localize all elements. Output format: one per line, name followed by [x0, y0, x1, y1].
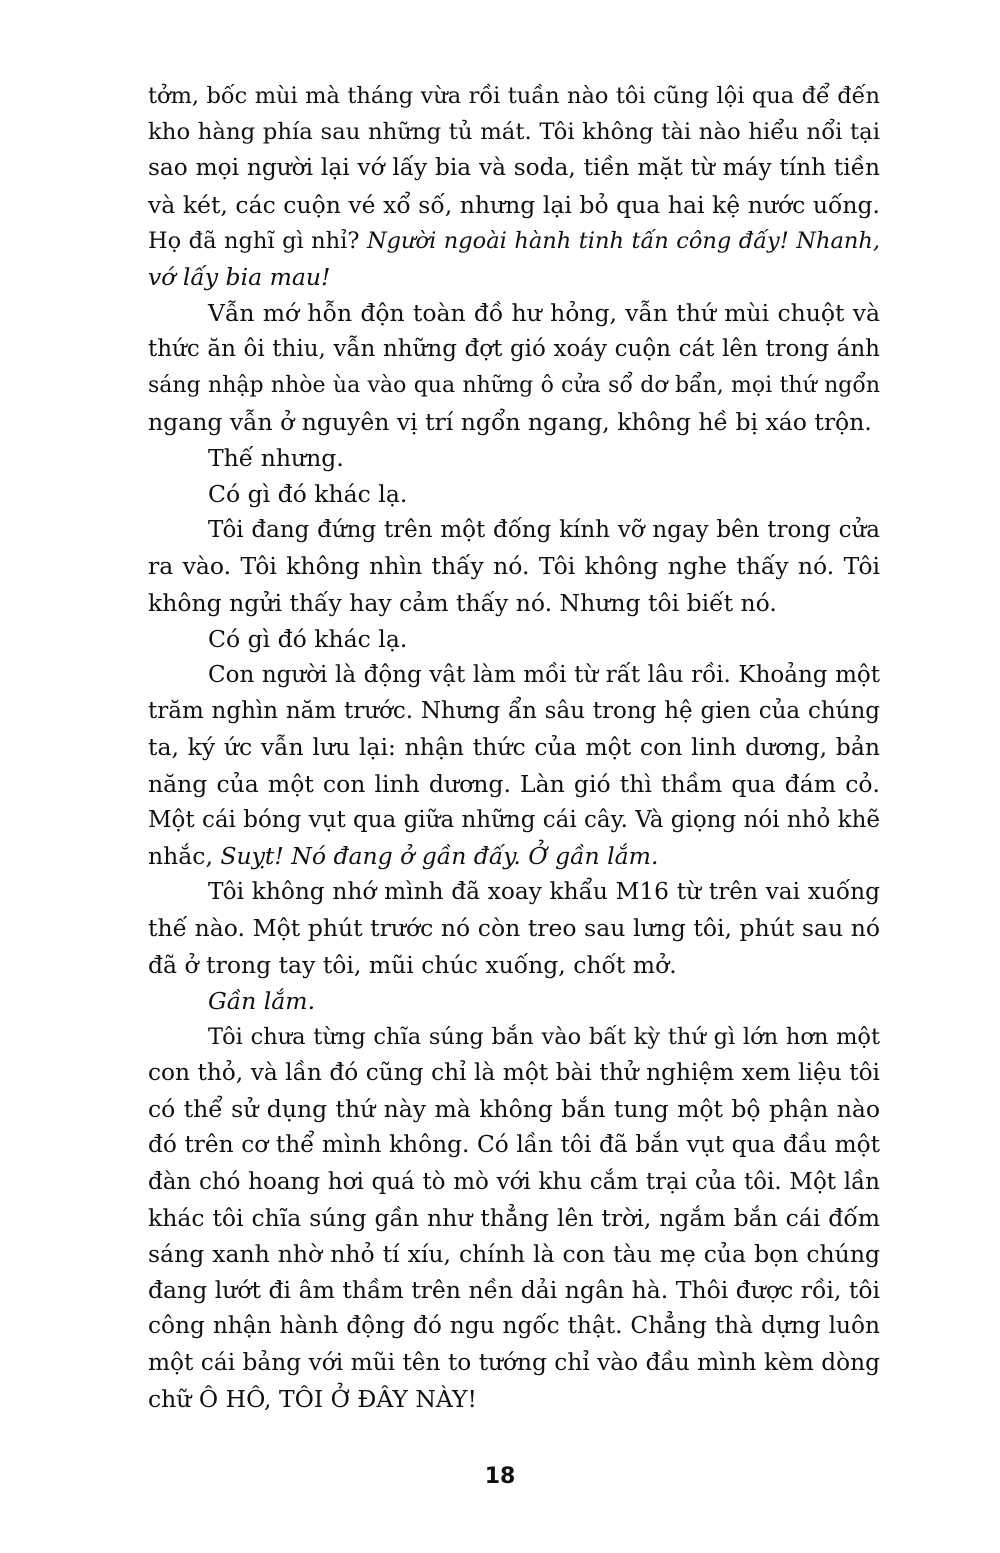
text-line	[148, 802, 880, 838]
text-line	[148, 295, 880, 331]
body-text: ngang vẫn ở nguyên vị trí ngổn ngang, không hề bị xáo trộn.	[148, 407, 872, 436]
body-text: ta, ký ức vẫn lưu lại: nhận thức của một con linh dương, bản	[148, 733, 880, 762]
text-line	[148, 1272, 880, 1308]
text-line	[148, 114, 880, 150]
italic-text: vớ lấy bia mau!	[148, 262, 331, 291]
text-line	[148, 657, 880, 693]
page-number: 18	[484, 1464, 516, 1489]
body-text: Họ đã nghĩ gì nhỉ?	[148, 227, 367, 254]
body-text: Tôi đang đứng trên một đống kính vỡ ngay bên trong cửa	[208, 517, 880, 544]
text-line	[148, 78, 880, 114]
body-text: Con người là động vật làm mồi từ rất lâu rồi. Khoảng một	[208, 662, 880, 688]
text-line	[148, 476, 880, 512]
body-text: tởm, bốc mùi mà tháng vừa rồi tuần nào tôi cũng lội qua để đến	[148, 83, 880, 109]
text-line	[148, 621, 880, 657]
text-line	[148, 1236, 880, 1272]
text-line	[148, 331, 880, 367]
body-text: có thể sử dụng thứ này mà không bắn tung một bộ phận nào	[148, 1095, 880, 1124]
text-line	[148, 1091, 880, 1127]
body-text: ra vào. Tôi không nhìn thấy nó. Tôi không nghe thấy nó. Tôi	[148, 552, 880, 581]
text-line	[148, 910, 880, 946]
body-text: thức ăn ôi thiu, vẫn những đợt gió xoáy cuộn cát lên trong ánh	[148, 336, 880, 363]
body-text: Một cái bóng vụt qua giữa những cái cây. Và giọng nói nhỏ khẽ	[148, 806, 880, 833]
page-body	[148, 78, 880, 1417]
text-line	[148, 150, 880, 186]
italic-text: Gần lắm.	[208, 986, 316, 1015]
text-line	[148, 1381, 880, 1417]
text-line	[148, 838, 880, 874]
text-line	[148, 1200, 880, 1236]
body-text: công nhận hành động đó ngu ngốc thật. Chẳng thà dựng luôn	[148, 1312, 880, 1340]
text-line	[148, 404, 880, 440]
italic-text: Suỵt! Nó đang ở gần đấy. Ở gần lắm.	[220, 841, 659, 870]
text-line	[148, 223, 880, 259]
body-text: Có gì đó khác lạ.	[208, 624, 408, 653]
text-line	[148, 512, 880, 548]
body-text: một cái bảng với mũi tên to tướng chỉ vào đầu mình kèm dòng	[148, 1348, 880, 1376]
body-text: Thế nhưng.	[208, 443, 344, 472]
text-line	[148, 440, 880, 476]
body-text: sáng nhập nhòe ùa vào qua những ô cửa sổ dơ bẩn, mọi thứ ngổn	[148, 372, 880, 398]
body-text: không ngửi thấy hay cảm thấy nó. Nhưng tôi biết nó.	[148, 588, 777, 617]
text-line	[148, 1055, 880, 1091]
text-line	[148, 1345, 880, 1381]
body-text: trăm nghìn năm trước. Nhưng ẩn sâu trong hệ gien của chúng	[148, 698, 880, 725]
body-text: năng của một con linh dương. Làn gió thì thầm qua đám cỏ.	[148, 769, 880, 798]
italic-text: Người ngoài hành tinh tấn công đấy! Nhanh,	[366, 227, 880, 254]
body-text: đó trên cơ thể mình không. Có lần tôi đã bắn vụt qua đầu một	[148, 1131, 880, 1159]
text-line	[148, 1308, 880, 1344]
text-line	[148, 1164, 880, 1200]
body-text: Tôi chưa từng chĩa súng bắn vào bất kỳ thứ gì lớn hơn một	[208, 1023, 880, 1050]
body-text: kho hàng phía sau những tủ mát. Tôi không tài nào hiểu nổi tại	[148, 119, 880, 146]
body-text: và két, các cuộn vé xổ số, nhưng lại bỏ qua hai kệ nước uống.	[148, 190, 880, 219]
body-text: Vẫn mớ hỗn độn toàn đồ hư hỏng, vẫn thứ mùi chuột và	[208, 299, 880, 328]
text-line	[148, 766, 880, 802]
text-line	[148, 548, 880, 584]
body-text: sao mọi người lại vớ lấy bia và soda, tiền mặt từ máy tính tiền	[148, 154, 880, 182]
body-text: Có gì đó khác lạ.	[208, 480, 408, 509]
body-text: đang lướt đi âm thầm trên nền dải ngân hà. Thôi được rồi, tôi	[148, 1276, 880, 1305]
body-text: đã ở trong tay tôi, mũi chúc xuống, chốt mở.	[148, 950, 677, 979]
text-line	[148, 983, 880, 1019]
text-line	[148, 368, 880, 404]
body-text: khác tôi chĩa súng gần như thẳng lên trời, ngắm bắn cái đốm	[148, 1203, 880, 1232]
text-line	[148, 1127, 880, 1163]
body-text: nhắc,	[148, 841, 221, 870]
body-text: sáng xanh nhờ nhỏ tí xíu, chính là con tàu mẹ của bọn chúng	[148, 1240, 880, 1268]
text-line	[148, 585, 880, 621]
text-line	[148, 259, 880, 295]
text-line	[148, 874, 880, 910]
text-line	[148, 1019, 880, 1055]
body-text: chữ Ô HÔ, TÔI Ở ĐÂY NÀY!	[148, 1384, 477, 1413]
body-text: thế nào. Một phút trước nó còn treo sau lưng tôi, phút sau nó	[148, 914, 880, 943]
text-line	[148, 187, 880, 223]
text-line	[148, 947, 880, 983]
body-text: con thỏ, và lần đó cũng chỉ là một bài thử nghiệm xem liệu tôi	[148, 1059, 880, 1087]
text-line	[148, 729, 880, 765]
body-text: đàn chó hoang hơi quá tò mò với khu cắm trại của tôi. Một lần	[148, 1168, 880, 1195]
text-line	[148, 693, 880, 729]
body-text: Tôi không nhớ mình đã xoay khẩu M16 từ trên vai xuống	[208, 878, 880, 906]
